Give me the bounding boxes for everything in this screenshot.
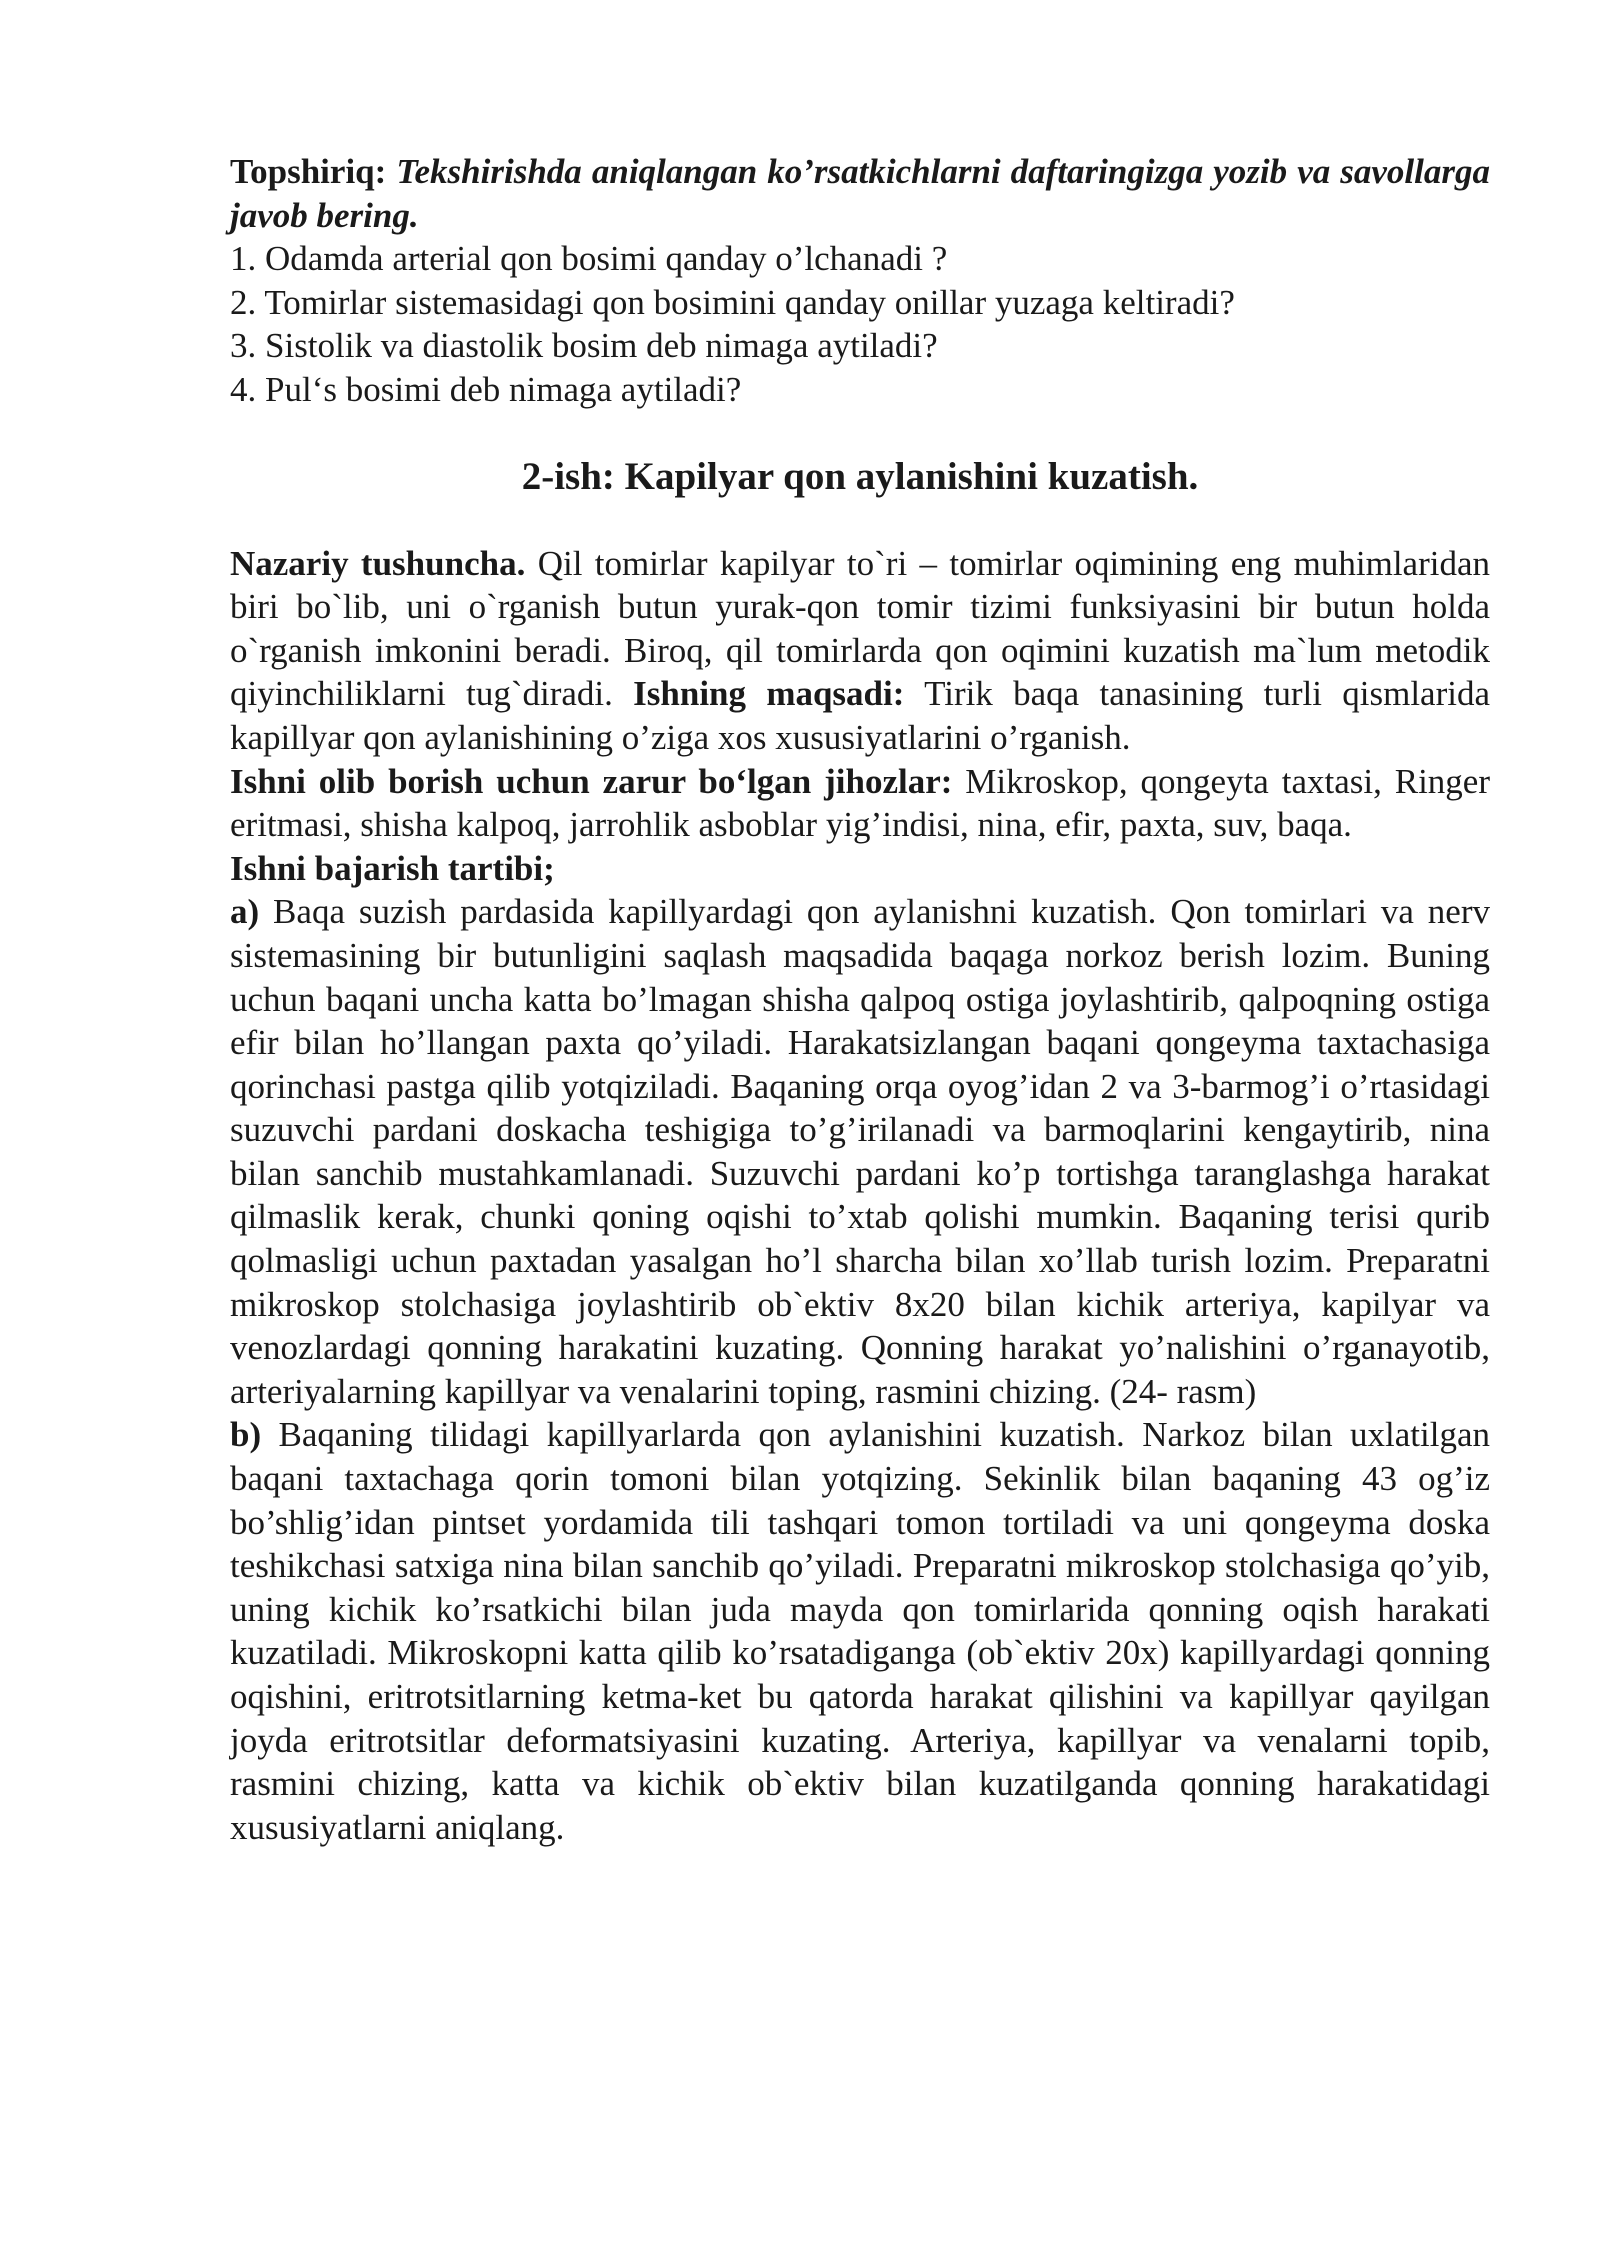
procedure-b-label: b): [230, 1415, 262, 1455]
equipment-label: Ishni olib borish uchun zarur bo‘lgan jihozlar:: [230, 761, 953, 801]
question-item: 2. Tomirlar sistemasidagi qon bosimini qanday onillar yuzaga keltiradi?: [230, 282, 1235, 322]
procedure-title: Ishni bajarish tartibi;: [230, 848, 555, 888]
section-title: 2-ish: Kapilyar qon aylanishini kuzatish.: [521, 454, 1199, 498]
goal-label: Ishning maqsadi:: [633, 674, 905, 714]
procedure-a-text: Baqa suzish pardasida kapillyardagi qon aylanishni kuzatish. Qon tomirlari va nerv sistemasining bir butunligini saqlash maqsadida baqaga norkoz berish lozim. Buning uchun baqani uncha katta bo’lmagan shisha qalpoq ostiga joylashtirib, qalpoqning ostiga efir bilan ho’llangan paxta qo’yiladi. Harakatsizlangan baqani qongeyma taxtachasiga qorinchasi pastga qilib yotqiziladi. Baqaning orqa oyog’idan 2 va 3-barmog’i o’rtasidagi suzuvchi pardani doskacha teshigiga to’g’irilanadi va barmoqlarini kengaytirib, nina bilan sanchib mustahkamlanadi. Suzuvchi pardani ko’p tortishga taranglashga harakat qilmaslik kerak, chunki qoning oqishi to’xtab qolishi mumkin. Baqaning terisi qurib qolmasligi uchun paxtadan yasalgan ho’l sharcha bilan xo’llab turish lozim. Preparatni mikroskop stolchasiga joylashtirib ob`ektiv 8x20 bilan kichik arteriya, kapilyar va venozlardagi qonning harakatini kuzating. Qonning harakat yo’nalishini o’rganayotib, arteriyalarning kapillyar va venalarini toping, rasmini chizing. (24- rasm): [230, 892, 1490, 1411]
equipment-text: Mikroskop, qongeyta taxtasi, Ringer eritmasi, shisha kalpoq, jarrohlik asboblar yig’indisi, nina, efir, paxta, suv, baqa.: [230, 761, 1490, 845]
procedure-b-paragraph: [230, 1413, 1490, 1849]
theory-label: Nazariy tushuncha.: [230, 543, 526, 583]
equipment-paragraph: [230, 760, 1490, 847]
question-item: 4. Pul‘s bosimi deb nimaga aytiladi?: [230, 369, 742, 409]
questions-list: [230, 237, 1490, 411]
question-item: 3. Sistolik va diastolik bosim deb nimaga aytiladi?: [230, 326, 938, 366]
theory-paragraph: [230, 542, 1490, 760]
task-paragraph: [230, 150, 1490, 237]
document-page: [230, 150, 1490, 1849]
question-item: 1. Odamda arterial qon bosimi qanday o’lchanadi ?: [230, 239, 948, 279]
theory-text: Qil tomirlar kapilyar to`ri – tomirlar oqimining eng muhimlaridan biri bo`lib, uni o`rganish butun yurak-qon tomir tizimi funksiyasini bir butun holda o`rganish imkonini beradi. Biroq, qil tomirlarda qon oqimini kuzatish ma`lum metodik qiyinchiliklarni tug`diradi.: [230, 543, 1490, 714]
task-label: Topshiriq:: [230, 152, 387, 191]
procedure-a-label: a): [230, 892, 260, 932]
goal-text: Tirik baqa tanasining turli qismlarida kapillyar qon aylanishining o’ziga xos xususiyatlarini o’rganish.: [230, 674, 1491, 757]
task-text: Tekshirishda aniqlangan ko’rsatkichlarni daftaringizga yozib va savollarga javob bering.: [230, 152, 1491, 235]
procedure-b-text: Baqaning tilidagi kapillyarlarda qon aylanishini kuzatish. Narkoz bilan uxlatilgan baqani taxtachaga qorin tomoni bilan yotqizing. Sekinlik bilan baqaning 43 og’iz bo’shlig’idan pintset yordamida tili tashqari tomon tortiladi va uni qongeyma doska teshikchasi satxiga nina bilan sanchib qo’yiladi. Preparatni mikroskop stolchasiga qo’yib, uning kichik ko’rsatkichi bilan juda mayda qon tomirlarida qonning oqish harakati kuzatiladi. Mikroskopni katta qilib ko’rsatadiganga (ob`ektiv 20x) kapillyardagi qonning oqishini, eritrotsitlarning ketma-ket bu qatorda harakat qilishini va kapillyar qayilgan joyda eritrotsitlar deformatsiyasini kuzating. Arteriya, kapillyar va venalarni topib, rasmini chizing, katta va kichik ob`ektiv bilan kuzatilganda qonning harakatidagi xususiyatlarni aniqlang.: [230, 1415, 1490, 1847]
procedure-title-paragraph: [230, 847, 1490, 891]
procedure-a-paragraph: [230, 890, 1490, 1413]
